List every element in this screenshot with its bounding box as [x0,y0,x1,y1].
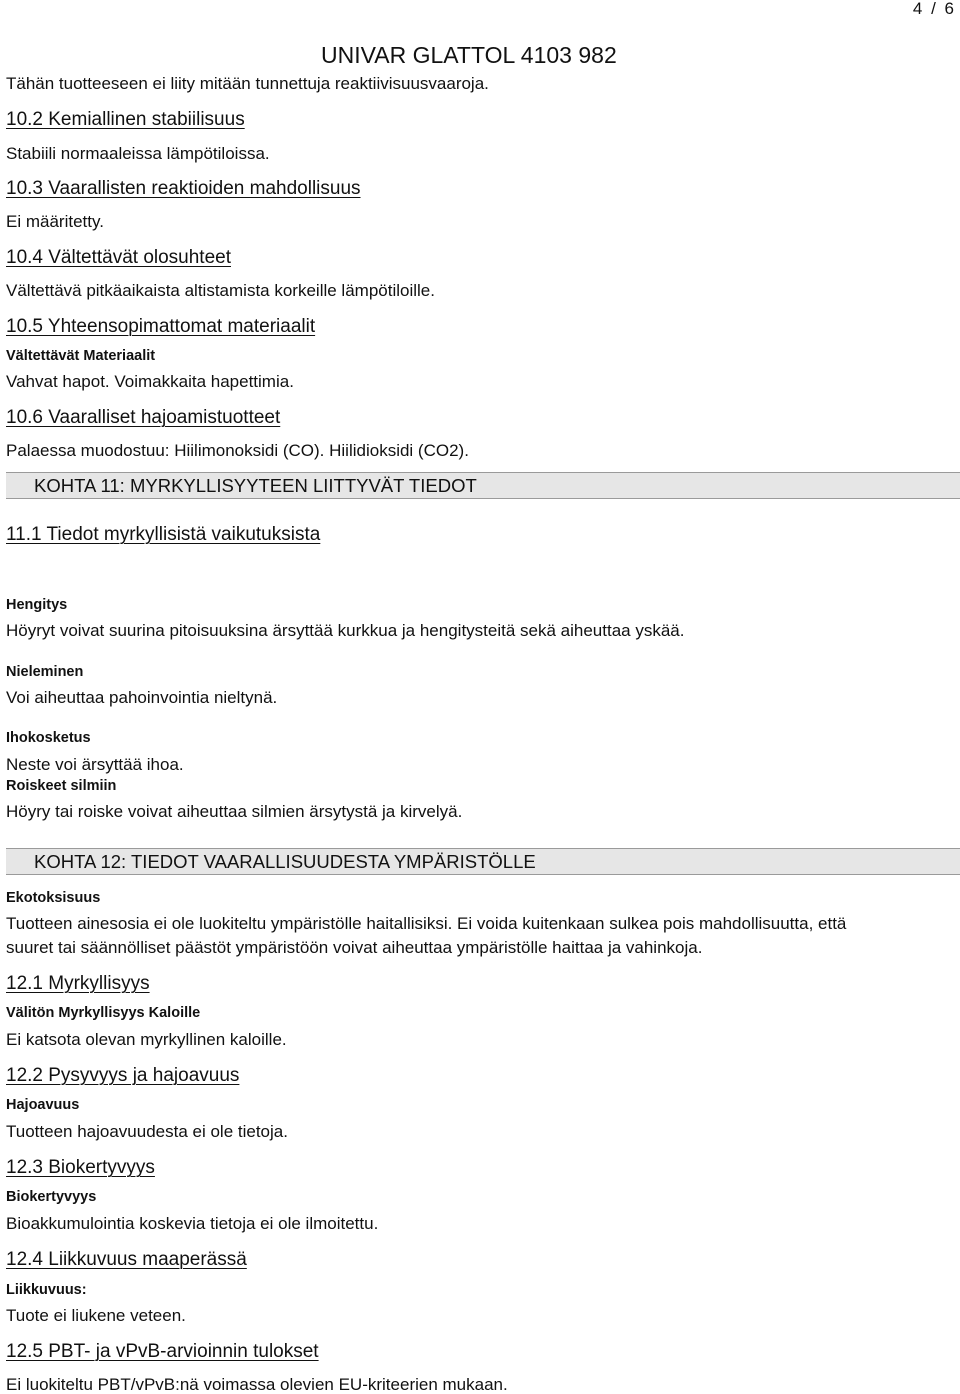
eye-contact-text: Höyry tai roiske voivat aiheuttaa silmien ärsytystä ja kirvelyä. [6,802,463,821]
heading-10-3: 10.3 Vaarallisten reaktioiden mahdollisuus [6,178,361,199]
conditions-avoid-text: Vältettävä pitkäaikaista altistamista korkeille lämpötiloille. [6,281,435,300]
incompatible-materials-text: Vahvat hapot. Voimakkaita hapettimia. [6,372,294,391]
stability-text: Stabiili normaaleissa lämpötiloissa. [6,144,270,163]
section-12-title: KOHTA 12: TIEDOT VAARALLISUUDESTA YMPÄRISTÖLLE [34,851,536,872]
eye-contact-label: Roiskeet silmiin [6,778,117,794]
heading-12-3: 12.3 Biokertyvyys [6,1157,155,1178]
heading-10-5: 10.5 Yhteensopimattomat materiaalit [6,316,316,337]
mobility-text: Tuote ei liukene veteen. [6,1306,186,1325]
reactivity-text: Tähän tuotteeseen ei liity mitään tunnettuja reaktiivisuusvaaroja. [6,74,489,93]
materials-avoid-label: Vältettävät Materiaalit [6,348,156,364]
heading-12-2: 12.2 Pysyvyys ja hajoavuus [6,1065,240,1086]
heading-10-6: 10.6 Vaaralliset hajoamistuotteet [6,407,281,428]
inhalation-text: Höyryt voivat suurina pitoisuuksina ärsyttää kurkkua ja hengitysteitä sekä aiheuttaa yskää. [6,621,685,640]
ingestion-text: Voi aiheuttaa pahoinvointia nieltynä. [6,688,278,707]
heading-11-1: 11.1 Tiedot myrkyllisistä vaikutuksista [6,524,321,545]
mobility-label: Liikkuvuus: [6,1282,87,1298]
ecotoxicity-label: Ekotoksisuus [6,890,101,906]
ecotoxicity-line-1: Tuotteen ainesosia ei ole luokiteltu ympäristölle haitallisiksi. Ei voida kuitenkaan sulkea pois mahdollisuutta, että [6,914,847,933]
heading-12-5: 12.5 PBT- ja vPvB-arvioinnin tulokset [6,1341,319,1362]
degradability-label: Hajoavuus [6,1097,80,1113]
skin-contact-label: Ihokosketus [6,730,91,746]
decomposition-products-text: Palaessa muodostuu: Hiilimonoksidi (CO). Hiilidioksidi (CO2). [6,441,469,460]
product-name: UNIVAR GLATTOL 4103 982 [321,42,617,68]
skin-contact-text: Neste voi ärsyttää ihoa. [6,755,184,774]
hazardous-reactions-text: Ei määritetty. [6,212,104,231]
heading-10-4: 10.4 Vältettävät olosuhteet [6,247,231,268]
bioaccumulation-text: Bioakkumulointia koskevia tietoja ei ole ilmoitettu. [6,1214,379,1233]
ecotoxicity-line-2: suuret tai säännölliset päästöt ympäristöön voivat aiheuttaa ympäristölle haittaa ja vahinkoja. [6,938,703,957]
heading-12-1: 12.1 Myrkyllisyys [6,973,150,994]
degradability-text: Tuotteen hajoavuudesta ei ole tietoja. [6,1122,288,1141]
inhalation-label: Hengitys [6,597,68,613]
ingestion-label: Nieleminen [6,664,84,680]
pbt-assessment-text: Ei luokiteltu PBT/vPvB:nä voimassa olevien EU-kriteerien mukaan. [6,1375,508,1394]
page-number: 4 / 6 [912,0,956,18]
heading-10-2: 10.2 Kemiallinen stabiilisuus [6,109,245,130]
fish-toxicity-label: Välitön Myrkyllisyys Kaloille [6,1005,201,1021]
fish-toxicity-text: Ei katsota olevan myrkyllinen kaloille. [6,1030,287,1049]
heading-12-4: 12.4 Liikkuvuus maaperässä [6,1249,247,1270]
section-11-title: KOHTA 11: MYRKYLLISYYTEEN LIITTYVÄT TIEDOT [34,475,477,496]
bioaccumulation-label: Biokertyvyys [6,1189,97,1205]
